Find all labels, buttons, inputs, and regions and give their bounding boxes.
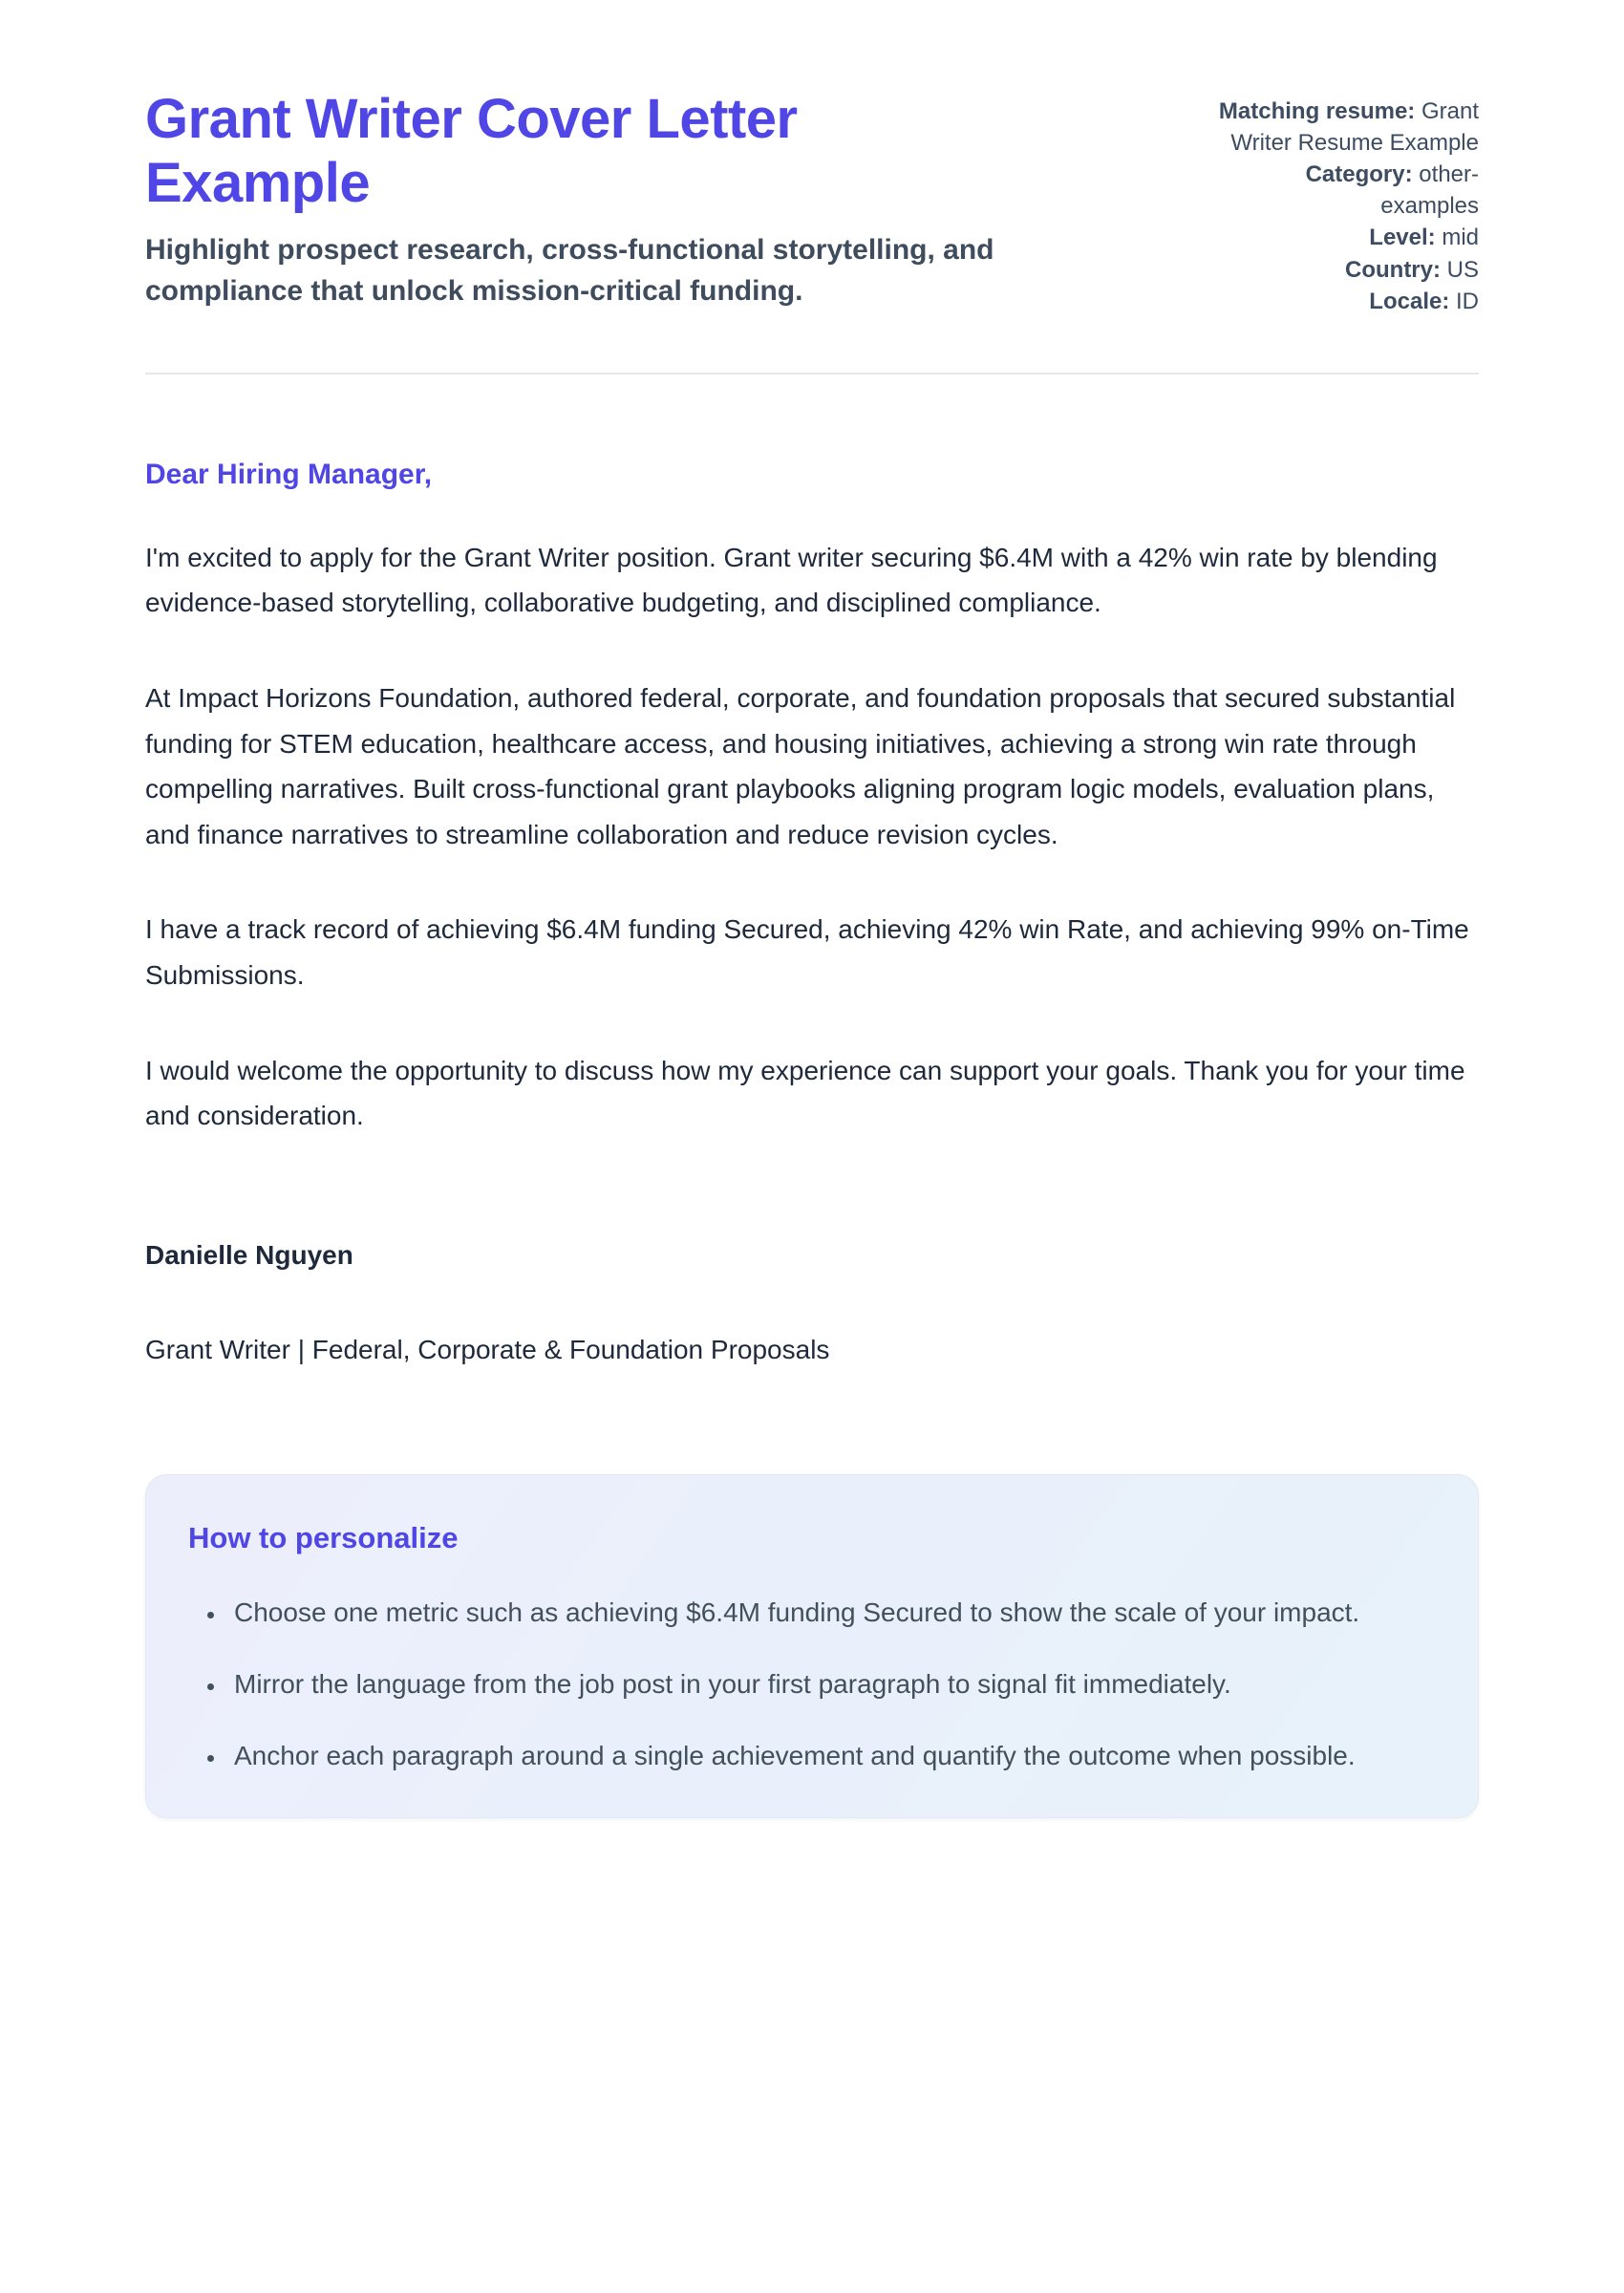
- meta-value: other-examples: [1380, 161, 1479, 220]
- how-to-personalize-box: [145, 1474, 1479, 1818]
- meta-label: Locale:: [1369, 288, 1450, 314]
- salutation: Dear Hiring Manager,: [145, 458, 433, 490]
- meta-label: Category:: [1305, 161, 1413, 188]
- meta-row-level: [1209, 222, 1479, 253]
- meta-label: Matching resume:: [1218, 98, 1416, 124]
- page-title: Grant Writer Cover Letter Example: [145, 88, 798, 214]
- letter-paragraph: I'm excited to apply for the Grant Writer position. Grant writer securing $6.4M with a 42% win rate by blending evidence-based storytelling, collaborative budgeting, and disciplined compliance.: [145, 542, 1438, 618]
- meta-value: Grant Writer Resume Example: [1230, 98, 1479, 157]
- meta-row-matching-resume: [1209, 96, 1479, 159]
- meta-label: Country:: [1345, 256, 1441, 283]
- header-divider: [145, 373, 1479, 375]
- signature-block: [145, 1232, 1479, 1373]
- letter-paragraph: I have a track record of achieving $6.4M funding Secured, achieving 42% win Rate, and achieving 99% on-Time Submissions.: [145, 914, 1469, 990]
- meta-value: ID: [1456, 288, 1479, 314]
- meta-row-country: [1209, 254, 1479, 286]
- tip-item: • Mirror the language from the job post in your first paragraph to signal fit immediately.: [226, 1661, 1428, 1707]
- signature-name: Danielle Nguyen: [145, 1239, 353, 1270]
- page-header: [145, 88, 1479, 317]
- resume-meta-block: [1209, 88, 1479, 317]
- letter-paragraph: At Impact Horizons Foundation, authored federal, corporate, and foundation proposals that secured substantial funding for STEM education, healthcare access, and housing initiatives, achieving a strong win rate through compelling narratives. Built cross-functional grant playbooks aligning program logic models, evaluation plans, and finance narratives to streamline collaboration and reduce revision cycles.: [145, 682, 1456, 849]
- title-block: [145, 88, 1034, 312]
- signature-title: Grant Writer | Federal, Corporate & Foundation Proposals: [145, 1335, 830, 1365]
- tip-item: • Choose one metric such as achieving $6.4M funding Secured to show the scale of your impact.: [226, 1590, 1428, 1636]
- meta-row-category: [1209, 159, 1479, 222]
- meta-label: Level:: [1369, 225, 1436, 251]
- page-subtitle: Highlight prospect research, cross-functional storytelling, and compliance that unlock mission-critical funding.: [145, 234, 994, 307]
- meta-value: mid: [1442, 225, 1479, 251]
- tips-heading: How to personalize: [188, 1520, 459, 1554]
- meta-value: US: [1446, 256, 1479, 283]
- tips-list: [188, 1590, 1428, 1779]
- cover-letter-body: [145, 459, 1479, 1373]
- meta-row-locale: [1209, 286, 1479, 317]
- tip-item: • Anchor each paragraph around a single achievement and quantify the outcome when possible.: [226, 1733, 1428, 1779]
- letter-paragraph: I would welcome the opportunity to discuss how my experience can support your goals. Thank you for your time and consideration.: [145, 1055, 1465, 1131]
